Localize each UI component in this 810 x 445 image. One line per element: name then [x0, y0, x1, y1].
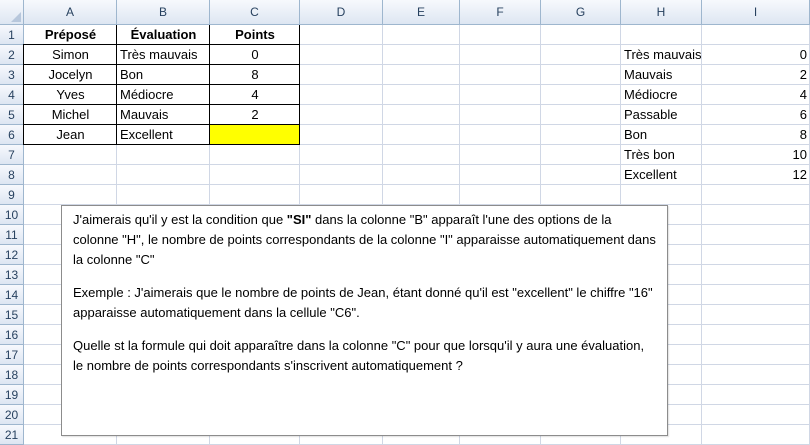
table-border-horizontal: [23, 44, 300, 45]
row-header[interactable]: 21: [0, 425, 24, 445]
table-border-horizontal: [23, 64, 300, 65]
column-header[interactable]: B: [117, 0, 210, 25]
table-header-points[interactable]: Points: [235, 27, 275, 42]
table-cell-evaluation[interactable]: Très mauvais: [120, 47, 198, 62]
column-header[interactable]: H: [621, 0, 702, 25]
note-paragraph-2: Exemple : J'aimerais que le nombre de points de Jean, étant donné qu'il est "excellent" le chiffre "16" apparaisse automatiquement dans la cellule "C6".: [73, 285, 653, 320]
table-border-horizontal: [23, 144, 300, 145]
column-header[interactable]: C: [210, 0, 300, 25]
lookup-cell-label[interactable]: Passable: [624, 107, 678, 122]
row-header[interactable]: 19: [0, 385, 24, 405]
lookup-cell-label[interactable]: Bon: [624, 127, 648, 142]
lookup-cell-label[interactable]: Médiocre: [624, 87, 678, 102]
lookup-cell-label[interactable]: Très bon: [624, 147, 675, 162]
select-all-corner[interactable]: [0, 0, 24, 25]
table-cell-name[interactable]: Michel: [51, 107, 90, 122]
note-paragraph-1: [73, 210, 656, 270]
row-header[interactable]: 18: [0, 365, 24, 385]
table-border-horizontal: [23, 104, 300, 105]
lookup-cell-label[interactable]: Mauvais: [624, 67, 673, 82]
row-header[interactable]: 8: [0, 165, 24, 185]
row-header[interactable]: 16: [0, 325, 24, 345]
row-header[interactable]: 17: [0, 345, 24, 365]
row-header[interactable]: 9: [0, 185, 24, 205]
row-header[interactable]: 7: [0, 145, 24, 165]
row-header[interactable]: 4: [0, 85, 24, 105]
table-cell-points[interactable]: 0: [251, 47, 259, 62]
row-header[interactable]: 14: [0, 285, 24, 305]
row-header[interactable]: 20: [0, 405, 24, 425]
table-cell-name[interactable]: Jocelyn: [48, 67, 93, 82]
row-header[interactable]: 12: [0, 245, 24, 265]
lookup-cell-value[interactable]: 12: [792, 167, 807, 182]
note-p1-end: dans la colonne "B" apparaît l'une des options de la colonne "H", le nombre de points correspondants de la colonne "I" apparaisse automatiquement dans la colonne "C": [73, 212, 656, 267]
table-cell-points[interactable]: 4: [251, 87, 259, 102]
table-cell-evaluation[interactable]: Mauvais: [120, 107, 169, 122]
table-border-horizontal: [23, 124, 300, 125]
table-cell-points[interactable]: 2: [251, 107, 259, 122]
table-header-evaluation[interactable]: Évaluation: [130, 27, 197, 42]
table-cell-name[interactable]: Jean: [56, 127, 85, 142]
table-cell-points[interactable]: [210, 125, 300, 145]
lookup-cell-value[interactable]: 6: [799, 107, 807, 122]
table-border-vertical: [209, 25, 210, 145]
column-header[interactable]: A: [24, 0, 117, 25]
row-header[interactable]: 5: [0, 105, 24, 125]
table-header-prepose[interactable]: Préposé: [44, 27, 97, 42]
row-header[interactable]: 3: [0, 65, 24, 85]
table-cell-evaluation[interactable]: Médiocre: [120, 87, 174, 102]
column-header[interactable]: E: [383, 0, 460, 25]
row-header[interactable]: 13: [0, 265, 24, 285]
row-header[interactable]: 15: [0, 305, 24, 325]
row-header[interactable]: 10: [0, 205, 24, 225]
table-cell-name[interactable]: Simon: [52, 47, 89, 62]
row-header[interactable]: 11: [0, 225, 24, 245]
lookup-cell-value[interactable]: 8: [799, 127, 807, 142]
lookup-cell-value[interactable]: 0: [799, 47, 807, 62]
note-paragraph-3: Quelle st la formule qui doit apparaître dans la colonne "C" pour que lorsqu'il y aura une évaluation, le nombre de points correspondants s'inscrivent automatiquement ?: [73, 338, 645, 373]
row-header[interactable]: 6: [0, 125, 24, 145]
table-border-vertical: [299, 25, 300, 145]
table-border-vertical: [23, 44, 24, 145]
table-border-vertical: [116, 25, 117, 145]
lookup-cell-value[interactable]: 2: [799, 67, 807, 82]
table-cell-points[interactable]: 8: [251, 67, 259, 82]
note-p1-start: J'aimerais qu'il y est la condition que: [73, 212, 287, 227]
column-header[interactable]: F: [460, 0, 541, 25]
table-cell-name[interactable]: Yves: [56, 87, 85, 102]
table-cell-evaluation[interactable]: Excellent: [120, 127, 173, 142]
lookup-cell-label[interactable]: Très mauvais: [624, 47, 702, 62]
column-header[interactable]: G: [541, 0, 621, 25]
text-box-note[interactable]: [61, 205, 668, 436]
table-border-horizontal: [23, 84, 300, 85]
row-header[interactable]: 1: [0, 25, 24, 45]
table-cell-evaluation[interactable]: Bon: [120, 67, 144, 82]
column-header[interactable]: I: [702, 0, 810, 25]
row-header[interactable]: 2: [0, 45, 24, 65]
column-header[interactable]: D: [300, 0, 383, 25]
lookup-cell-label[interactable]: Excellent: [624, 167, 677, 182]
lookup-cell-value[interactable]: 10: [792, 147, 807, 162]
note-p1-bold: "SI": [286, 212, 312, 227]
lookup-cell-value[interactable]: 4: [799, 87, 807, 102]
